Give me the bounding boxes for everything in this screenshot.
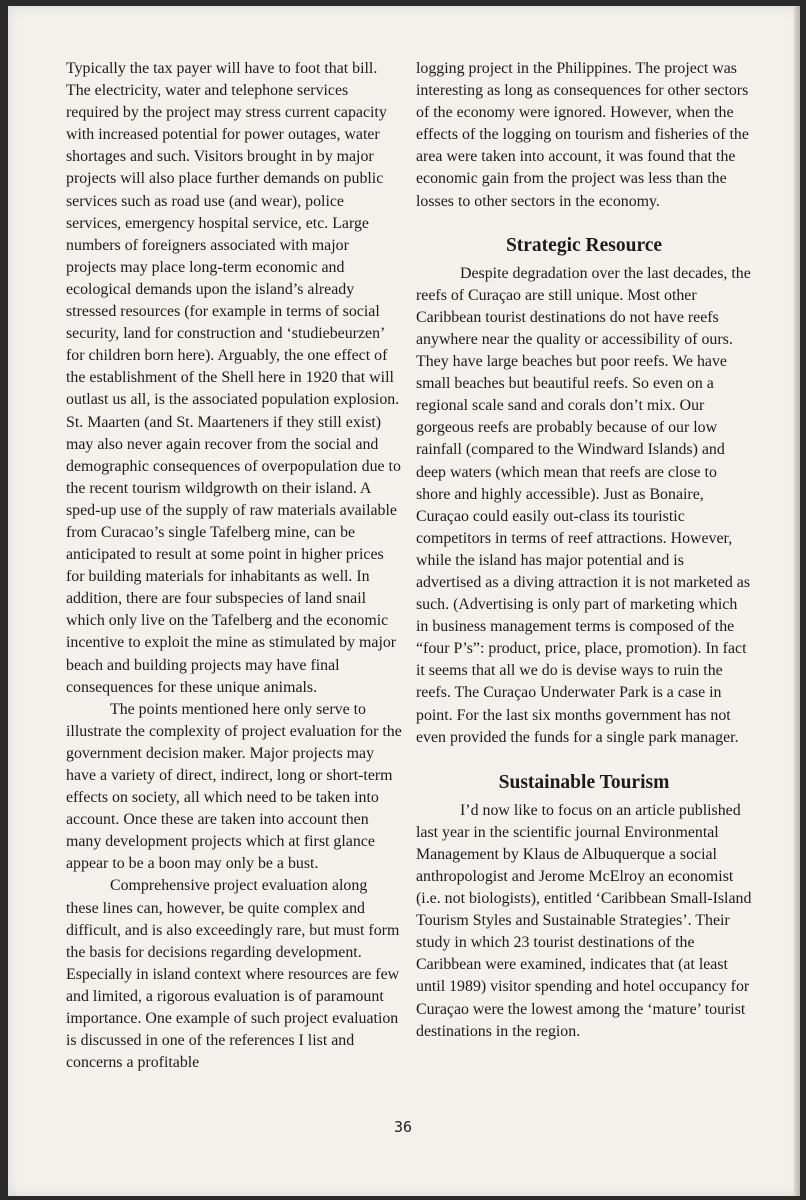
paragraph-sustainable-tourism: I’d now like to focus on an article published last year in the scientific journal Environmental Management by Klaus de Albuquerque a social anthropologist and Jerome McElroy an economist (i.e. not biologists), entitled ‘Caribbean Small-Island Tourism Styles and Sustainable Strategies’. Their study in which 23 tourist destinations of the Caribbean were examined, indicates that (at least until 1989) visitor spending and hotel occupancy for Curaçao were the lowest among the ‘mature’ tourist destinations in the region. — [416, 801, 752, 1040]
page-number: 36 — [393, 1118, 413, 1136]
page-edge-shadow — [794, 6, 800, 1196]
right-column — [416, 58, 752, 1043]
paragraph-tax-payer: Typically the tax payer will have to foot that bill. The electricity, water and telephone services required by the project may stress current capacity with increased potential for power outages, water shortages and such. Visitors brought in by major projects will also place further demands on public services such as road use (and wear), police services, emergency hospital service, etc. Large numbers of foreigners associated with major projects may place long-term economic and ecological demands upon the island’s already stressed resources (for example in terms of social security, land for construction and ‘studiebeurzen’ for children born here). Arguably, the one effect of the establishment of the Shell here in 1920 that will outlast us all, is the associated population explosion. St. Maarten (and St. Maarteners if they still exist) may also never again recover from the social and demographic consequences of overpopulation due to the recent tourism wildgrowth on their island. A sped-up use of the supply of raw materials available from Curacao’s single Tafelberg mine, can be anticipated to result at some point in higher prices for building materials for inhabitants as well. In addition, there are four subspecies of land snail which only live on the Tafelberg and the economic incentive to exploit the mine as stimulated by major beach and building projects may have final consequences for these unique animals. — [66, 60, 401, 696]
paragraph-strategic-resource: Despite degradation over the last decades, the reefs of Curaçao are still unique. Most other Caribbean tourist destinations do not have reefs anywhere near the quality or accessibility of ours. They have large beaches but poor reefs. We have small beaches but beautiful reefs. So even on a regional scale sand and corals don’t mix. Our gorgeous reefs are probably because of our low rainfall (compared to the Windward Islands) and deep waters (which mean that reefs are close to shore and highly accessible). Just as Bonaire, Curaçao could easily out-class its touristic competitors in terms of reef attractions. However, while the island has major potential and is advertised as a diving attraction it is not marketed as such. (Advertising is only part of marketing which in business management terms is composed of the “four P’s”: product, price, place, promotion). In fact it seems that all we do is devise ways to ruin the reefs. The Curaçao Underwater Park is a case in point. For the last six months government has not even provided the funds for a single park manager. — [416, 264, 751, 746]
section-heading-sustainable-tourism: Sustainable Tourism — [498, 771, 670, 793]
section-heading-strategic-resource: Strategic Resource — [505, 234, 663, 256]
paragraph-project-complexity: The points mentioned here only serve to illustrate the complexity of project evaluation for the government decision maker. Major projects may have a variety of direct, indirect, long or short-term effects on society, all which need to be taken into account. Once these are taken into account then many development projects which at first glance appear to be a boon may only be a bust. — [66, 700, 402, 873]
paragraph-project-evaluation: Comprehensive project evaluation along these lines can, however, be quite complex and difficult, and is also exceedingly rare, but must form the basis for decisions regarding development. Especially in island context where resources are few and limited, a rigorous evaluation is of paramount importance. One example of such project evaluation is discussed in one of the references I list and concerns a profitable — [66, 877, 400, 1072]
document-page — [8, 6, 800, 1196]
left-column — [66, 58, 402, 1074]
paragraph-logging-project: logging project in the Philippines. The project was interesting as long as consequences for other sectors of the economy were ignored. However, when the effects of the logging on tourism and fisheries of the area were taken into account, it was found that the economic gain from the project was less than the losses to other sectors in the economy. — [416, 60, 749, 210]
